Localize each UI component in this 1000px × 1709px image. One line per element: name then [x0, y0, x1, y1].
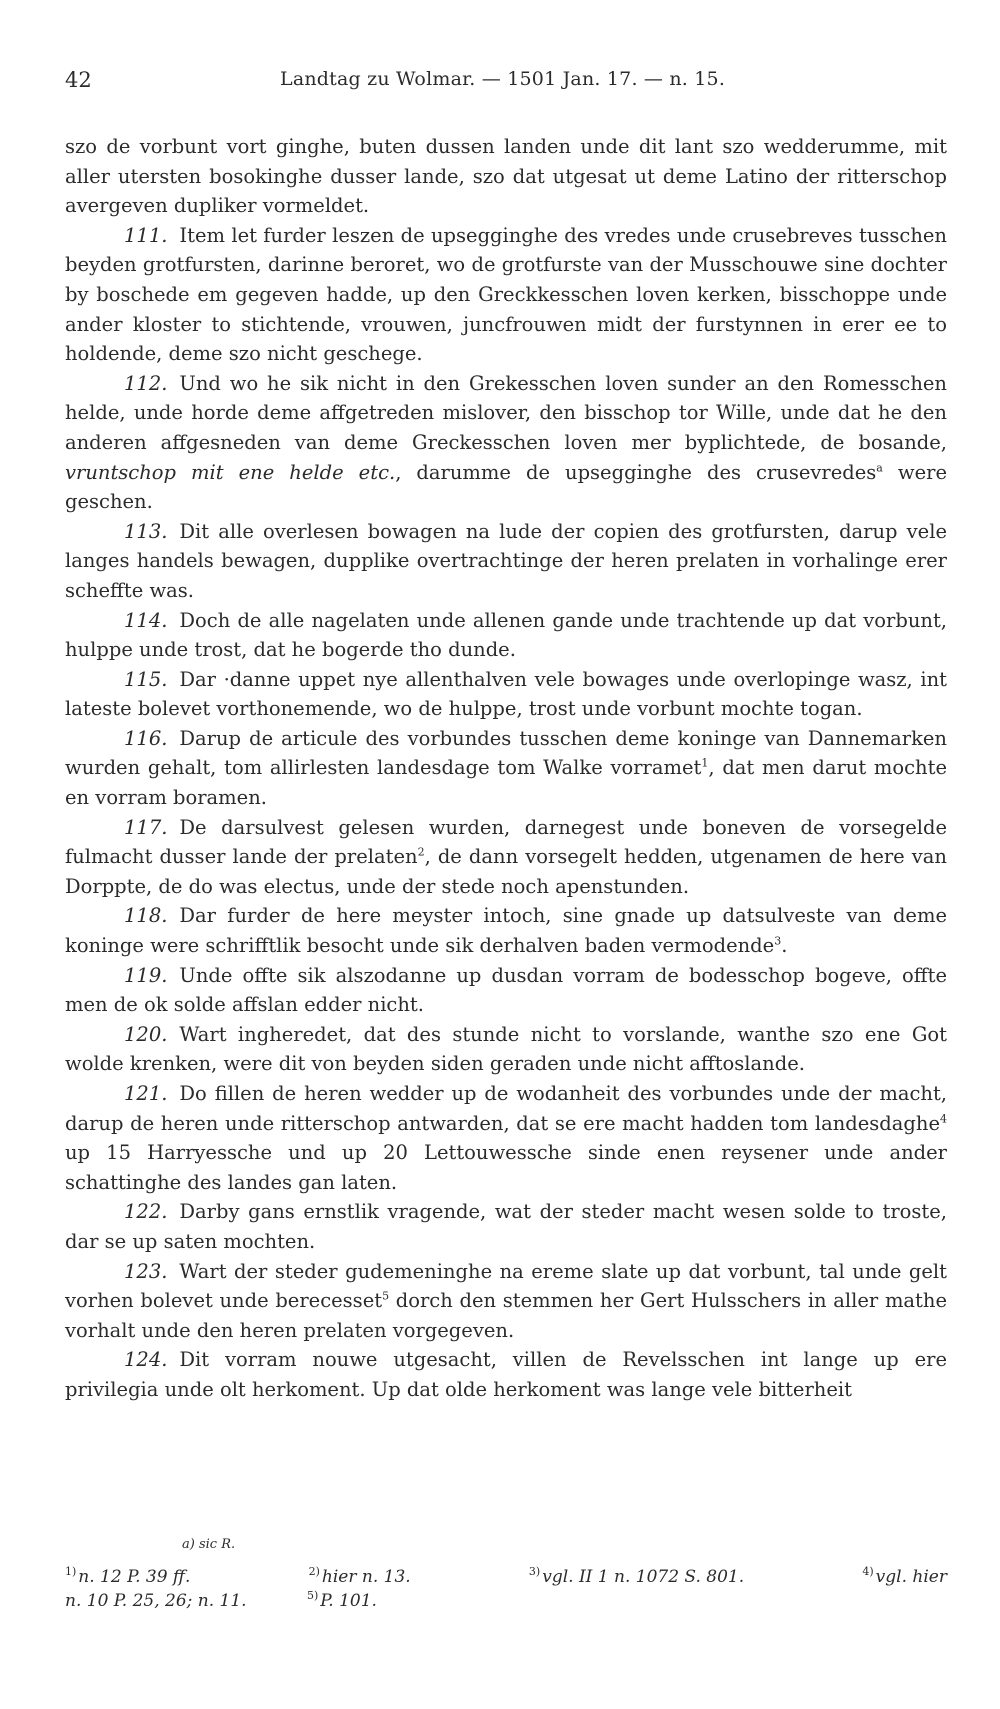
body-text [65, 132, 947, 1405]
paragraph-number: 119. [124, 963, 168, 987]
paragraph-number: 124. [124, 1348, 168, 1372]
paragraph-122 [65, 1197, 947, 1256]
paragraph-text: Wart ingheredet, dat des stunde nicht to vorslande, wanthe szo ene Got wolde krenken, were dit von beyden siden geraden unde nicht afftoslande. [65, 1022, 947, 1076]
paragraph-text: Darup de articule des vorbundes tusschen deme koninge van Dannemarken wurden gehalt, tom allirlesten landesdage tom Walke vorramet [65, 726, 947, 780]
paragraph-number: 111. [124, 223, 168, 247]
paragraph-116 [65, 724, 947, 813]
paragraph-number: 114. [124, 608, 168, 632]
paragraph-118 [65, 901, 947, 960]
paragraph-number: 120. [124, 1022, 168, 1046]
paragraph-text: Dar ·danne uppet nye allenthalven vele bowages unde overlopinge wasz, int lateste bolevet vorthonemende, wo de hulppe, trost unde vorbunt mochte togan. [65, 667, 947, 721]
footnote-3: $^{3)}$ vgl. II 1 n. 1072 S. 801. [528, 1565, 745, 1587]
paragraph-121 [65, 1079, 947, 1197]
paragraph-113 [65, 517, 947, 606]
footnote-ref-a: a [876, 461, 883, 475]
paragraph-number: 122. [124, 1200, 168, 1224]
paragraph-text: Wart der steder gudemeninghe na ereme slate up dat vorbunt, tal unde gelt vorhen bolevet unde berecesset [65, 1259, 947, 1313]
paragraph-text: were geschen. [65, 460, 947, 514]
footnote-mark: 4) [862, 1565, 874, 1579]
paragraph-text: Unde offte sik alszodanne up dusdan vorram de bodesschop bogeve, offte men de ok solde affslan edder nicht. [65, 963, 947, 1017]
footnote-mark: 5) [307, 1589, 319, 1603]
paragraph-124 [65, 1345, 947, 1404]
paragraph-111 [65, 221, 947, 369]
paragraph-number: 115. [124, 667, 168, 691]
paragraph-number: 116. [124, 726, 168, 750]
running-head [65, 68, 945, 98]
paragraph-text: De darsulvest gelesen wurden, darnegest unde boneven de vorsegelde fulmacht dusser lande der prelaten [65, 815, 947, 869]
paragraph-number: 123. [124, 1259, 168, 1283]
paragraph-number: 112. [124, 371, 168, 395]
paragraph-text: Dar furder de here meyster intoch, sine gnade up datsulveste van deme koninge were schrifftlik besocht unde sik derhalven baden vermodende [65, 904, 947, 958]
footnote-5: $^{5)}$ P. 101. [307, 1589, 377, 1611]
footnote-a: a) sic R. [182, 1537, 236, 1552]
paragraph-120 [65, 1020, 947, 1079]
paragraph-text: , de dann vorsegelt hedden, utgenamen de here van Dorppte, de do was electus, unde der stede noch apenstunden. [65, 845, 947, 898]
paragraph-text: Dit vorram nouwe utgesacht, villen de Revelsschen int lange up ere privilegia unde olt herkoment. Up dat olde herkoment was lange vele bitterheit [65, 1348, 947, 1401]
footnote-4-continuation: n. 10 P. 25, 26; n. 11. [65, 1591, 247, 1611]
footnote-ref-4: 4 [940, 1112, 947, 1126]
paragraph-123 [65, 1257, 947, 1346]
footnote-mark: 3) [528, 1565, 541, 1579]
footnote-row [65, 1565, 947, 1589]
paragraph-text: Doch de alle nagelaten unde allenen gande unde trachtende up dat vorbunt, hulppe unde trost, dat he bogerde tho dunde. [65, 608, 947, 662]
footnote-2: $^{2)}$ hier n. 13. [308, 1565, 411, 1587]
paragraph-115 [65, 665, 947, 724]
paragraph-text: . [781, 934, 788, 958]
paragraph-text: up 15 Harryessche und up 20 Lettouwessche sinde enen reysener unde ander schattinghe des landes gan laten. [65, 1141, 947, 1194]
paragraph-117 [65, 813, 947, 902]
paragraph-number: 118. [124, 904, 168, 928]
paragraph-text: , darumme de upsegginghe des crusevredes [395, 460, 877, 484]
footnote-mark: 1) [65, 1565, 77, 1579]
footnote-1: $^{1)}$ n. 12 P. 39 ff. [65, 1565, 191, 1587]
paragraph-number: 121. [124, 1082, 168, 1105]
paragraph-text: Dit alle overlesen bowagen na lude der copien des grotfursten, darup vele langes handels bewagen, dupplike overtrachtinge der heren prelaten in vorhalinge erer scheffte was. [65, 519, 947, 602]
footnote-ref-1: 1 [701, 756, 709, 770]
paragraph-continuation: szo de vorbunt vort ginghe, buten dussen landen unde dit lant szo wedderumme, mit aller utersten bosokinghe dusser lande, szo dat utgesat ut deme Latino der ritterschop avergeven dupliker vormeldet. [65, 135, 947, 218]
footnote-ref-3: 3 [774, 934, 782, 948]
footnote-4: $^{4)}$ vgl. hier [862, 1565, 947, 1587]
paragraph-text: Do fillen de heren wedder up de wodanheit des vorbundes unde der macht, darup de heren unde ritterschop antwarden, dat se ere macht hadden tom landesdaghe [65, 1082, 947, 1135]
paragraph-text: dorch den stemmen her Gert Hulsschers in aller mathe vorhalt unde den heren prelaten vorgegeven. [65, 1289, 947, 1342]
footnote-ref-5: 5 [382, 1289, 390, 1303]
footnote-ref-2: 2 [417, 845, 425, 859]
page-number: 42 [65, 68, 92, 92]
paragraph-text: Item let furder leszen de upsegginghe des vredes unde crusebreves tusschen beyden grotfursten, darinne beroret, wo de grotfurste van der Musschouwe sine dochter by boschede em gegeven hadde, up den Greckkesschen loven kerken, bisschoppe unde ander kloster to stichtende, vrouwen, juncfrouwen midt der furstynnen in erer ee to holdende, deme szo nicht geschege. [65, 223, 947, 366]
paragraph-number: 113. [124, 519, 168, 543]
paragraph-text: Und wo he sik nicht in den Grekesschen loven sunder an den Romesschen helde, unde horde deme affgetreden mislover, den bisschop tor Wille, unde dat he den anderen affgesneden van deme Greckesschen loven mer byplichtede, de bosande, [65, 371, 947, 454]
footnotes [65, 1533, 947, 1613]
paragraph-119 [65, 961, 947, 1020]
footnote-mark: 2) [308, 1565, 320, 1579]
footnote-row [65, 1589, 947, 1613]
paragraph-number: 117. [124, 815, 168, 839]
paragraph-112 [65, 369, 947, 517]
paragraph-text-italic: vruntschop mit ene helde etc. [65, 460, 396, 484]
paragraph-114 [65, 606, 947, 665]
running-title: Landtag zu Wolmar. — 1501 Jan. 17. — n. 15. [280, 68, 726, 90]
paragraph-text: Darby gans ernstlik vragende, wat der steder macht wesen solde to troste, dar se up saten mochten. [65, 1200, 947, 1253]
paragraph-text: , dat men darut mochte en vorram boramen. [65, 756, 947, 810]
